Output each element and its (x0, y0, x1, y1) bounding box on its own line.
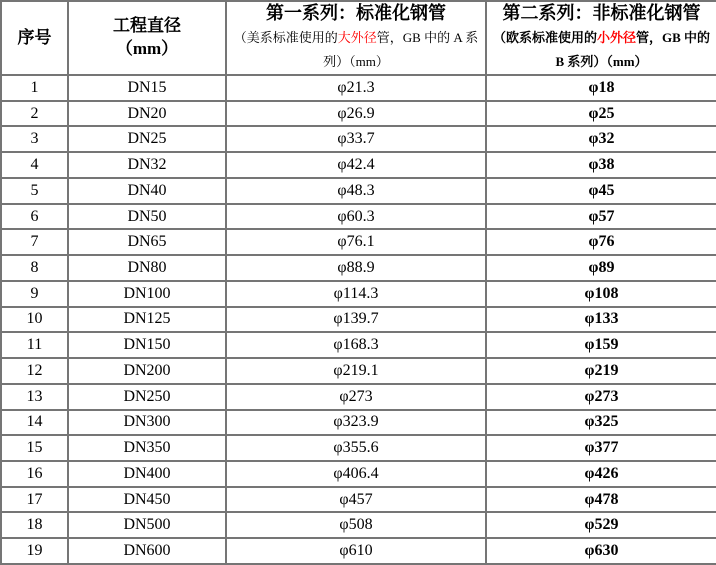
cell-series1: φ21.3 (226, 75, 486, 101)
cell-series2: φ89 (486, 255, 716, 281)
cell-dn: DN100 (68, 281, 226, 307)
table-body (1, 75, 716, 564)
cell-dn: DN350 (68, 435, 226, 461)
cell-serial: 5 (1, 178, 68, 204)
cell-serial: 15 (1, 435, 68, 461)
cell-serial: 7 (1, 229, 68, 255)
cell-dn: DN15 (68, 75, 226, 101)
cell-series1: φ42.4 (226, 152, 486, 178)
cell-series2: φ38 (486, 152, 716, 178)
cell-series2: φ273 (486, 384, 716, 410)
cell-dn: DN65 (68, 229, 226, 255)
cell-series1: φ114.3 (226, 281, 486, 307)
cell-series1: φ60.3 (226, 204, 486, 230)
cell-dn: DN250 (68, 384, 226, 410)
header-serial-label: 序号 (17, 27, 52, 47)
cell-serial: 16 (1, 461, 68, 487)
cell-serial: 3 (1, 126, 68, 152)
cell-dn: DN125 (68, 307, 226, 333)
cell-series1: φ88.9 (226, 255, 486, 281)
cell-serial: 19 (1, 538, 68, 564)
table-row (1, 101, 716, 127)
cell-serial: 4 (1, 152, 68, 178)
table-row (1, 255, 716, 281)
cell-dn: DN400 (68, 461, 226, 487)
header-series2 (486, 1, 716, 75)
cell-series2: φ377 (486, 435, 716, 461)
cell-series1: φ26.9 (226, 101, 486, 127)
cell-series2: φ219 (486, 358, 716, 384)
cell-serial: 10 (1, 307, 68, 333)
cell-series2: φ529 (486, 512, 716, 538)
cell-dn: DN150 (68, 332, 226, 358)
cell-serial: 1 (1, 75, 68, 101)
cell-serial: 17 (1, 487, 68, 513)
cell-series1: φ610 (226, 538, 486, 564)
table-row (1, 178, 716, 204)
cell-series1: φ139.7 (226, 307, 486, 333)
cell-series1: φ76.1 (226, 229, 486, 255)
cell-dn: DN500 (68, 512, 226, 538)
cell-series1: φ168.3 (226, 332, 486, 358)
cell-dn: DN25 (68, 126, 226, 152)
series2-subtitle: （欧系标准使用的小外径管，GB 中的 B 系列）（mm） (492, 29, 711, 69)
cell-series2: φ325 (486, 410, 716, 436)
cell-dn: DN50 (68, 204, 226, 230)
table-row (1, 410, 716, 436)
table-row (1, 461, 716, 487)
header-dn-line1: 工程直径 (113, 16, 181, 36)
cell-series2: φ18 (486, 75, 716, 101)
cell-series1: φ323.9 (226, 410, 486, 436)
cell-series1: φ273 (226, 384, 486, 410)
cell-series1: φ33.7 (226, 126, 486, 152)
series1-title: 第一系列：标准化钢管 (266, 3, 446, 24)
cell-series2: φ45 (486, 178, 716, 204)
table-row (1, 332, 716, 358)
table-row (1, 487, 716, 513)
cell-series1: φ406.4 (226, 461, 486, 487)
table-row (1, 307, 716, 333)
cell-series2: φ25 (486, 101, 716, 127)
series1-red-highlight: 大外径 (337, 29, 377, 45)
cell-series2: φ32 (486, 126, 716, 152)
table-row (1, 152, 716, 178)
cell-dn: DN300 (68, 410, 226, 436)
series2-red-highlight: 小外径 (596, 29, 636, 45)
cell-dn: DN200 (68, 358, 226, 384)
cell-series2: φ57 (486, 204, 716, 230)
cell-dn: DN32 (68, 152, 226, 178)
cell-serial: 8 (1, 255, 68, 281)
cell-dn: DN20 (68, 101, 226, 127)
cell-series2: φ630 (486, 538, 716, 564)
cell-serial: 2 (1, 101, 68, 127)
table-row (1, 75, 716, 101)
header-engineering-diameter (68, 1, 226, 75)
cell-dn: DN450 (68, 487, 226, 513)
cell-series1: φ355.6 (226, 435, 486, 461)
header-series1 (226, 1, 486, 75)
table-row (1, 204, 716, 230)
table-row (1, 126, 716, 152)
cell-series2: φ159 (486, 332, 716, 358)
cell-series1: φ457 (226, 487, 486, 513)
table-row (1, 512, 716, 538)
cell-serial: 6 (1, 204, 68, 230)
cell-serial: 13 (1, 384, 68, 410)
cell-dn: DN600 (68, 538, 226, 564)
cell-series1: φ219.1 (226, 358, 486, 384)
cell-series1: φ508 (226, 512, 486, 538)
table-row (1, 229, 716, 255)
table-row (1, 281, 716, 307)
cell-series2: φ426 (486, 461, 716, 487)
header-serial-number (1, 1, 68, 75)
table-row (1, 358, 716, 384)
cell-serial: 18 (1, 512, 68, 538)
cell-series2: φ76 (486, 229, 716, 255)
cell-serial: 9 (1, 281, 68, 307)
cell-serial: 14 (1, 410, 68, 436)
cell-serial: 11 (1, 332, 68, 358)
cell-series2: φ108 (486, 281, 716, 307)
cell-serial: 12 (1, 358, 68, 384)
cell-series2: φ133 (486, 307, 716, 333)
header-dn-line2: （mm） (115, 39, 179, 58)
series1-subtitle: （美系标准使用的大外径管，GB 中的 A 系列）（mm） (233, 29, 479, 69)
header-row (1, 1, 716, 75)
cell-dn: DN40 (68, 178, 226, 204)
cell-series2: φ478 (486, 487, 716, 513)
table-row (1, 435, 716, 461)
series2-title: 第二系列：非标准化钢管 (502, 3, 701, 24)
cell-dn: DN80 (68, 255, 226, 281)
cell-series1: φ48.3 (226, 178, 486, 204)
table-row (1, 538, 716, 564)
table-row (1, 384, 716, 410)
